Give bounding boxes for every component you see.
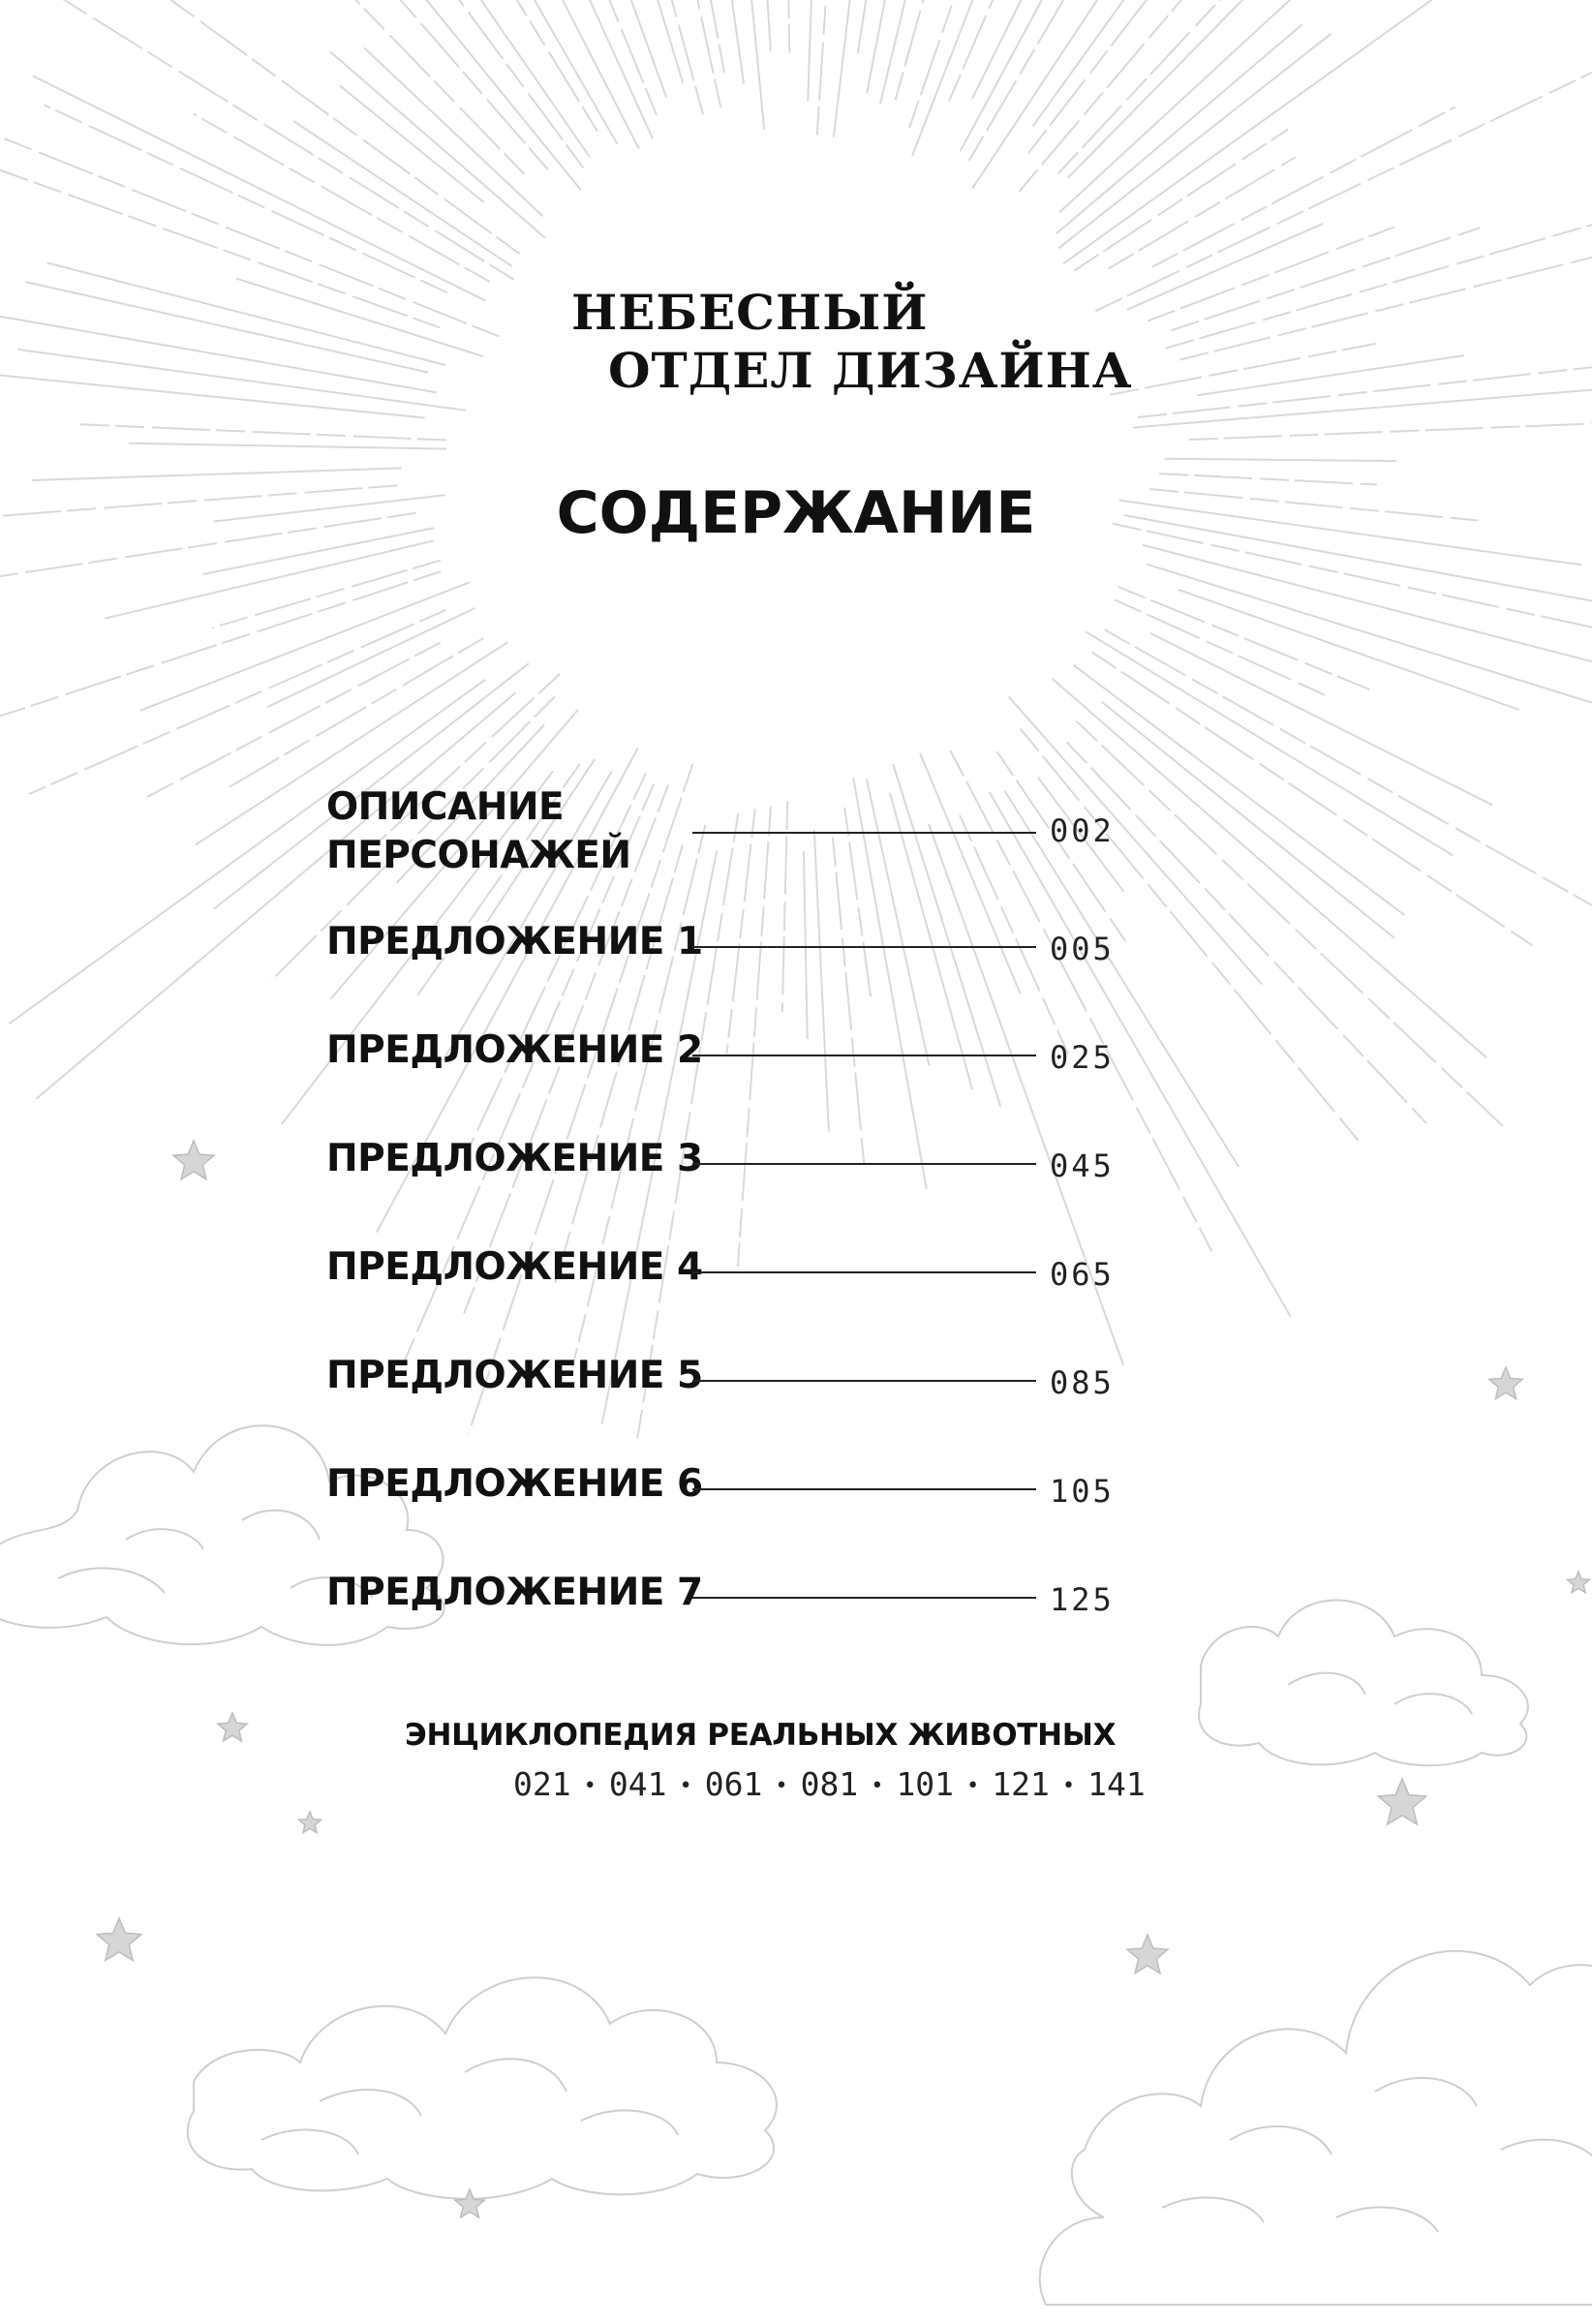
toc-leader-line: [692, 1271, 1036, 1273]
ray-line: [1053, 679, 1486, 1057]
toc-item-label: ПРЕДЛОЖЕНИЕ 7: [326, 1571, 703, 1614]
ray-line: [534, 0, 703, 114]
ray-line: [1115, 599, 1327, 695]
ray-line: [1063, 0, 1518, 263]
ray-line: [1133, 378, 1592, 427]
encyclopedia-page-list: [513, 1765, 1146, 1803]
ray-line: [880, 0, 934, 105]
ray-line: [1143, 545, 1592, 712]
ray-line: [972, 0, 1182, 189]
ray-line: [949, 0, 1128, 101]
toc-leader-line: [692, 1163, 1036, 1165]
cloud-bottom-right: [1040, 1951, 1592, 2305]
ray-line: [834, 0, 861, 138]
ray-line: [1189, 417, 1592, 440]
ray-line: [566, 0, 653, 138]
ray-line: [1056, 24, 1302, 233]
toc-item-proposal-3: [0, 1133, 1592, 1210]
ray-line: [1159, 474, 1377, 484]
ray-line: [785, 0, 789, 53]
ray-line: [1172, 228, 1481, 330]
encyclopedia-title: ЭНЦИКЛОПЕДИЯ РЕАЛЬНЫХ ЖИВОТНЫХ: [405, 1718, 1117, 1753]
book-title-line1: НЕБЕСНЫЙ: [571, 284, 929, 341]
ray-line: [1152, 107, 1455, 267]
encyclopedia-page-number: 141: [1087, 1765, 1146, 1803]
ray-line: [47, 262, 445, 365]
toc-item-proposal-6: [0, 1458, 1592, 1536]
star-icon: [299, 1812, 321, 1833]
toc-item-label: ПРЕДЛОЖЕНИЕ 2: [326, 1028, 703, 1072]
ray-line: [1105, 629, 1592, 910]
toc-item-proposal-5: [0, 1350, 1592, 1427]
toc-item-label: ПРЕДЛОЖЕНИЕ 3: [326, 1137, 703, 1180]
ray-line: [1180, 236, 1592, 359]
ray-line: [969, 0, 1150, 161]
toc-item-label: ПРЕДЛОЖЕНИЕ 5: [326, 1354, 703, 1397]
ray-line: [1148, 228, 1393, 321]
toc-page-number: 045: [1050, 1147, 1115, 1184]
toc-item-proposal-4: [0, 1241, 1592, 1319]
toc-leader-line: [692, 1597, 1036, 1599]
ray-line: [32, 468, 402, 480]
book-title-line2: ОТДЕЛ ДИЗАЙНА: [608, 342, 1133, 399]
ray-line: [1179, 590, 1519, 710]
ray-line: [267, 608, 475, 707]
ray-line: [480, 0, 666, 97]
ray-line: [1111, 344, 1376, 395]
ray-line: [129, 443, 446, 449]
ray-line: [0, 571, 442, 748]
ray-line: [1166, 177, 1592, 348]
cloud-bottom-left: [188, 1977, 777, 2198]
ray-line: [1074, 130, 1288, 271]
ray-line: [146, 643, 441, 798]
ray-line: [45, 0, 514, 280]
star-icon: [218, 1713, 247, 1741]
ray-line: [640, 0, 720, 107]
star-icon: [1378, 1779, 1425, 1824]
ray-line: [336, 0, 617, 144]
toc-page-number: 005: [1050, 931, 1115, 967]
star-icon: [1127, 1935, 1168, 1973]
encyclopedia-page-number: 121: [992, 1765, 1050, 1803]
bullet-separator: •: [1061, 1773, 1076, 1798]
toc-page-number: 025: [1050, 1039, 1115, 1076]
clouds: [0, 1425, 1592, 2305]
toc-item-proposal-2: [0, 1024, 1592, 1102]
ray-line: [1113, 524, 1592, 670]
bullet-separator: •: [679, 1773, 692, 1798]
ray-line: [1197, 355, 1464, 395]
toc-item-label: ПРЕДЛОЖЕНИЕ 6: [326, 1462, 703, 1506]
toc-leader-line: [692, 832, 1036, 834]
ray-line: [643, 0, 724, 73]
encyclopedia-page-number: 101: [896, 1765, 955, 1803]
ray-line: [1033, 0, 1337, 126]
ray-line: [1109, 157, 1296, 268]
toc-item-label: ПРЕДЛОЖЕНИЕ 1: [326, 920, 703, 963]
ray-line: [1147, 565, 1592, 717]
ray-line: [367, 0, 590, 157]
ray-line: [212, 561, 441, 628]
ray-line: [972, 0, 1087, 99]
ray-line: [258, 0, 524, 174]
ray-line: [293, 121, 512, 266]
toc-page-number: 002: [1050, 812, 1115, 849]
star-icon: [97, 1918, 141, 1960]
ray-line: [0, 109, 441, 328]
bullet-separator: •: [775, 1773, 788, 1798]
encyclopedia-page-number: 061: [704, 1765, 763, 1803]
page-heading: СОДЕРЖАНИЕ: [556, 479, 1036, 547]
ray-line: [1150, 633, 1492, 805]
bullet-separator: •: [583, 1773, 597, 1798]
encyclopedia-page-number: 081: [800, 1765, 859, 1803]
toc-leader-line: [692, 1488, 1036, 1490]
ray-line: [33, 76, 486, 300]
ray-line: [79, 424, 445, 440]
ray-line: [156, 0, 520, 254]
ray-line: [336, 0, 584, 168]
ray-line: [236, 279, 483, 356]
ray-line: [194, 114, 490, 283]
ray-line: [833, 838, 864, 1165]
ray-line: [909, 0, 1118, 128]
ray-line: [45, 105, 447, 292]
ray-line: [1127, 224, 1323, 310]
toc-page-number: 125: [1050, 1581, 1115, 1618]
ray-line: [140, 582, 470, 711]
ray-line: [322, 0, 548, 169]
ray-line: [961, 0, 1245, 151]
toc-item-proposal-7: [0, 1567, 1592, 1644]
toc-leader-line: [692, 946, 1036, 948]
bullet-separator: •: [871, 1773, 884, 1798]
encyclopedia-page-number: 021: [513, 1765, 571, 1803]
toc-page-number: 065: [1050, 1256, 1115, 1293]
toc-page-number: 085: [1050, 1364, 1115, 1401]
toc-item-label-line2: ПЕРСОНАЖЕЙ: [326, 834, 631, 877]
toc-leader-line: [692, 1380, 1036, 1382]
toc-item-characters: [0, 780, 1592, 877]
toc-page-number: 105: [1050, 1473, 1115, 1510]
toc-item-label-line1: ОПИСАНИЕ: [326, 785, 565, 829]
toc-item-label: ПРЕДЛОЖЕНИЕ 4: [326, 1245, 703, 1289]
ray-line: [867, 0, 959, 93]
ray-line: [1165, 459, 1397, 461]
encyclopedia-page-number: 041: [608, 1765, 667, 1803]
ray-line: [714, 0, 744, 84]
bullet-separator: •: [966, 1773, 980, 1798]
ray-line: [637, 813, 739, 1441]
toc-item-proposal-1: [0, 916, 1592, 994]
toc-leader-line: [692, 1055, 1036, 1056]
